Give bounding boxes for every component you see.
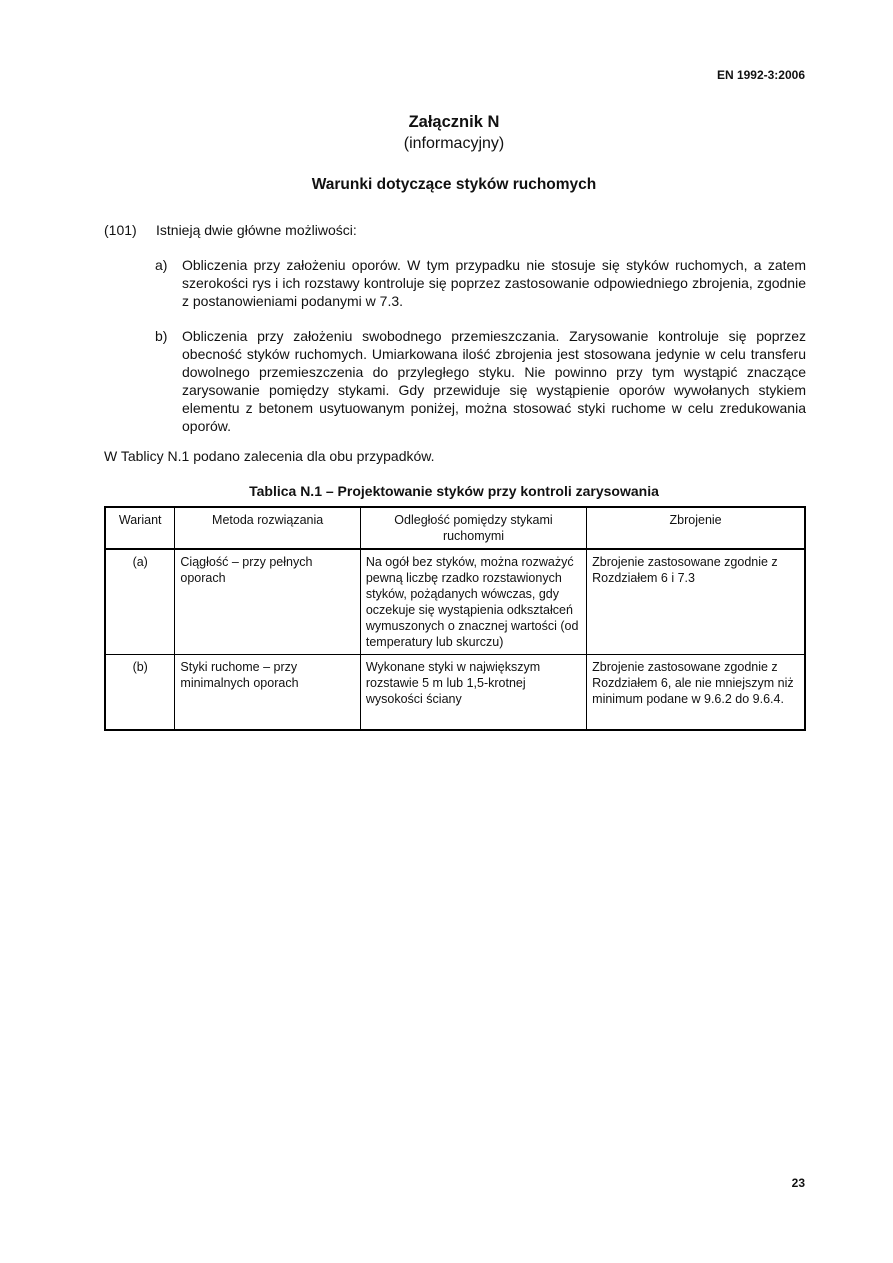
list-item-label: a) (155, 257, 168, 273)
table-caption: Tablica N.1 – Projektowanie styków przy kontroli zarysowania (249, 483, 659, 499)
table-cell: Na ogół bez styków, można rozważyć pewną liczbę rzadko rozstawionych styków, pożądanych wówczas, gdy oczekuje się wystąpienia odkształceń wymuszonych o znacznej wartości (od temperatury lub skurczu) (360, 549, 586, 655)
list-item-label: b) (155, 328, 168, 344)
header-cell: Odległość pomiędzy stykami ruchomymi (360, 507, 586, 549)
table-cell: Zbrojenie zastosowane zgodnie z Rozdziałem 6, ale nie mniejszym niż minimum podane w 9.6.2 do 9.6.4. (587, 655, 805, 731)
header-cell: Wariant (105, 507, 175, 549)
table-cell: Wykonane styki w największym rozstawie 5 m lub 1,5-krotnej wysokości ściany (360, 655, 586, 731)
paragraph-intro: Istnieją dwie główne możliwości: (156, 222, 357, 238)
standard-number: EN 1992-3:2006 (716, 68, 805, 82)
annex-subtitle: (informacyjny) (403, 135, 505, 152)
table-cell: (a) (105, 549, 175, 655)
table-header-row (105, 507, 805, 549)
joints-table (104, 506, 806, 731)
table-cell: Ciągłość – przy pełnych oporach (175, 549, 360, 655)
page-number: 23 (791, 1176, 805, 1190)
table-cell: Zbrojenie zastosowane zgodnie z Rozdziałem 6 i 7.3 (587, 549, 805, 655)
header-cell: Zbrojenie (587, 507, 805, 549)
list-item-text: Obliczenia przy założeniu oporów. W tym przypadku nie stosuje się styków ruchomych, a zatem szerokości rys i ich rozstawy kontroluje się poprzez zastosowanie odpowiedniego zbrojenia, zgodnie z postanowieniami podanymi w 7.3. (182, 257, 806, 309)
table-cell: (b) (105, 655, 175, 731)
section-title: Warunki dotyczące styków ruchomych (311, 176, 597, 193)
paragraph-number: (101) (104, 222, 137, 238)
annex-title: Załącznik N (408, 113, 500, 131)
table-row (105, 655, 805, 731)
table-row (105, 549, 805, 655)
header-cell: Metoda rozwiązania (175, 507, 360, 549)
table-cell: Styki ruchome – przy minimalnych oporach (175, 655, 360, 731)
list-item-text: Obliczenia przy założeniu swobodnego przemieszczania. Zarysowanie kontroluje się poprzez obecność styków ruchomych. Umiarkowana ilość zbrojenia jest stosowana jedynie w celu transferu dowolnego przemieszczenia do przyległego styku. Nie powinno przy tym wystąpić znaczące zarysowanie pomiędzy stykami. Gdy przewiduje się wystąpienie oporów wywołanych stykiem elementu z betonem usytuowanym poniżej, można stosować styki ruchome w celu zredukowania oporów. (182, 328, 806, 434)
table-reference-note: W Tablicy N.1 podano zalecenia dla obu przypadków. (104, 448, 435, 464)
